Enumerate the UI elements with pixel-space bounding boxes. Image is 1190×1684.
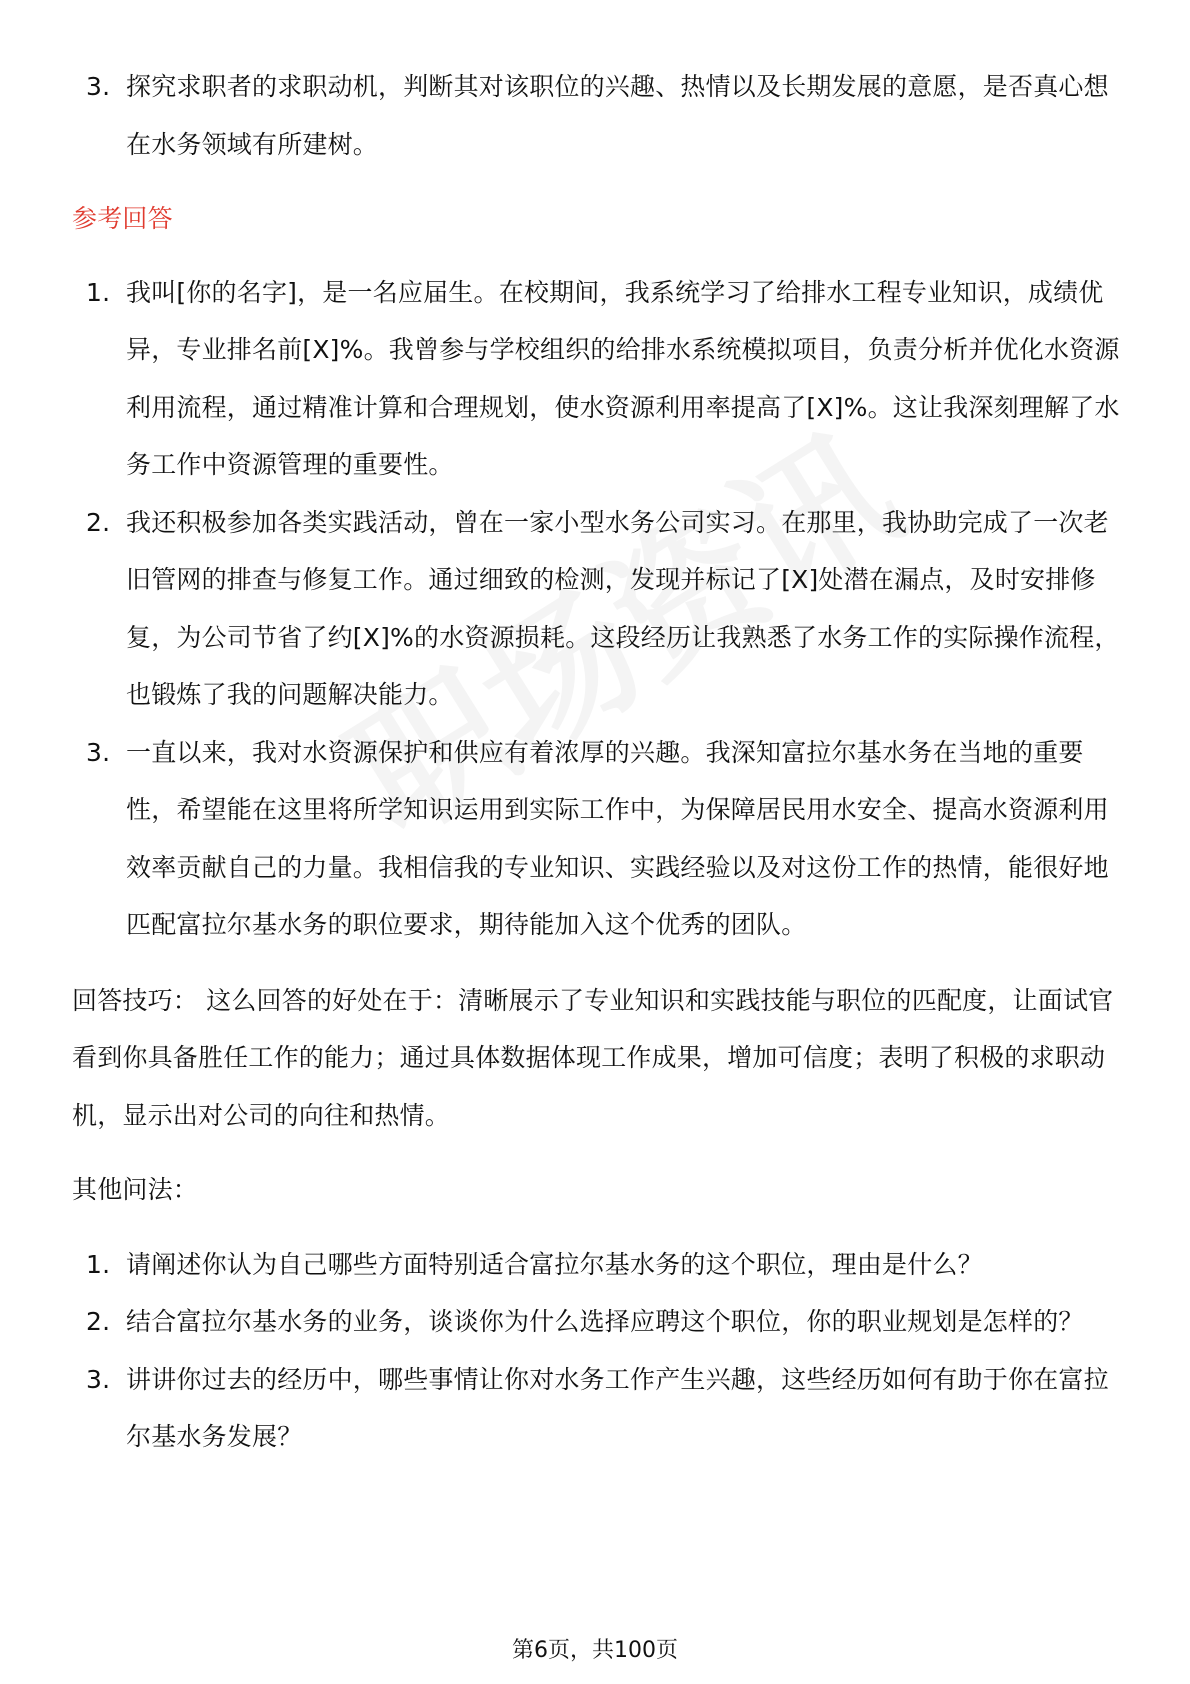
page-number-footer: 第6页，共100页: [512, 1638, 678, 1663]
page-content: [72, 58, 1122, 1466]
list-item: [72, 1236, 1122, 1294]
list-number: 3.: [86, 737, 111, 767]
intro-list: [72, 58, 1122, 173]
list-text: 一直以来，我对水资源保护和供应有着浓厚的兴趣。我深知富拉尔基水务在当地的重要性，希望能在这里将所学知识运用到实际工作中，为保障居民用水安全、提高水资源利用效率贡献自己的力量。我相信我的专业知识、实践经验以及对这份工作的热情，能很好地匹配富拉尔基水务的职位要求，期待能加入这个优秀的团队。: [126, 737, 1109, 939]
list-text: 结合富拉尔基水务的业务，谈谈你为什么选择应聘这个职位，你的职业规划是怎样的？: [126, 1307, 1084, 1336]
list-number: 2.: [86, 507, 111, 537]
list-item: [72, 494, 1122, 724]
list-item: [72, 1293, 1122, 1351]
list-number: 1.: [86, 1249, 111, 1279]
list-number: 1.: [86, 277, 111, 307]
other-questions-list: [72, 1236, 1122, 1466]
list-item: [72, 1351, 1122, 1466]
list-text: 我还积极参加各类实践活动，曾在一家小型水务公司实习。在那里，我协助完成了一次老旧管网的排查与修复工作。通过细致的检测，发现并标记了[X]处潜在漏点，及时安排修复，为公司节省了约[X]%的水资源损耗。这段经历让我熟悉了水务工作的实际操作流程，也锻炼了我的问题解决能力。: [126, 507, 1120, 709]
other-questions-title: 其他问法：: [72, 1175, 199, 1204]
list-text: 请阐述你认为自己哪些方面特别适合富拉尔基水务的这个职位，理由是什么？: [126, 1249, 983, 1279]
list-item: [72, 724, 1122, 954]
reference-answer-title: 参考回答: [72, 204, 173, 233]
answer-tips: 回答技巧： 这么回答的好处在于：清晰展示了专业知识和实践技能与职位的匹配度，让面试官看到你具备胜任工作的能力；通过具体数据体现工作成果，增加可信度；表明了积极的求职动机，显示出对公司的向往和热情。: [72, 985, 1114, 1130]
list-number: 3.: [86, 72, 111, 101]
list-text: 讲讲你过去的经历中，哪些事情让你对水务工作产生兴趣，这些经历如何有助于你在富拉尔基水务发展？: [126, 1364, 1109, 1451]
list-number: 2.: [86, 1307, 111, 1336]
answer-list: [72, 264, 1122, 954]
list-item: [72, 264, 1122, 494]
list-number: 3.: [86, 1364, 111, 1394]
list-text: 我叫[你的名字]，是一名应届生。在校期间，我系统学习了给排水工程专业知识，成绩优异，专业排名前[X]%。我曾参与学校组织的给排水系统模拟项目，负责分析并优化水资源利用流程，通过精准计算和合理规划，使水资源利用率提高了[X]%。这让我深刻理解了水务工作中资源管理的重要性。: [126, 277, 1120, 479]
list-text: 探究求职者的求职动机，判断其对该职位的兴趣、热情以及长期发展的意愿，是否真心想在水务领域有所建树。: [126, 72, 1109, 159]
list-item: [72, 58, 1122, 173]
